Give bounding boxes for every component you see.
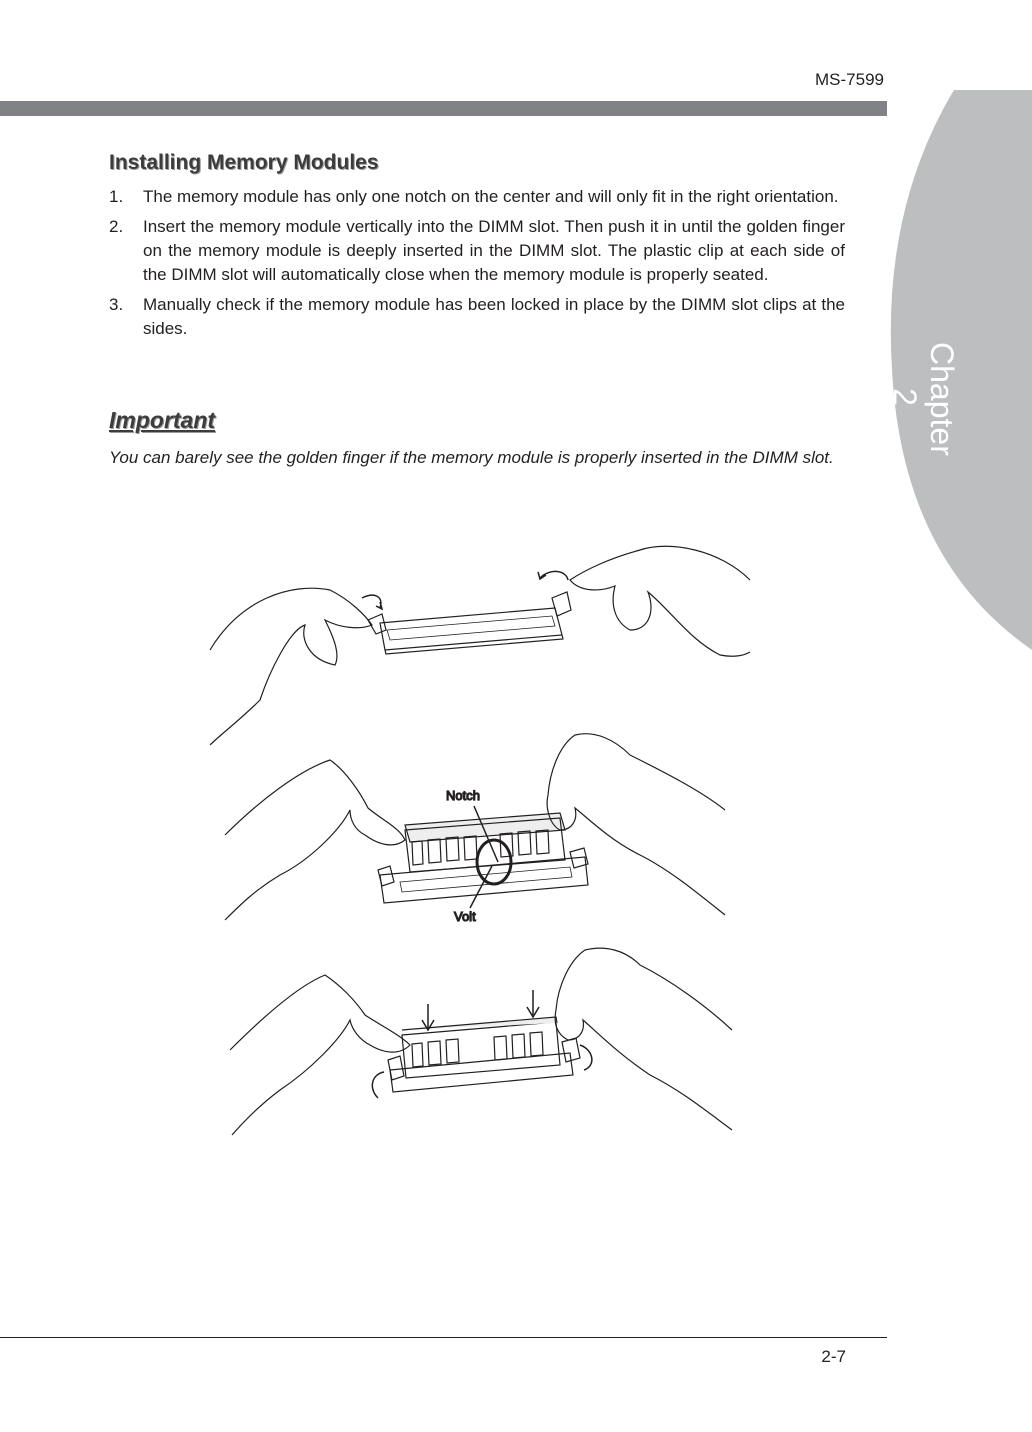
step-text: Insert the memory module vertically into the DIMM slot. Then push it in until the golden finger on the memory module is deeply inserted in the DIMM slot. The plastic clip at each side of the DIMM slot will automatically close when the memory module is properly seated. xyxy=(143,217,845,284)
step-item xyxy=(109,185,845,209)
chapter-tab-label: Chapter 2 xyxy=(887,342,960,456)
panel-open-clips xyxy=(210,546,750,745)
page-number: 2-7 xyxy=(821,1347,846,1366)
header-bar xyxy=(0,101,887,116)
volt-label: Volt xyxy=(454,909,476,924)
step-text: Manually check if the memory module has been locked in place by the DIMM slot clips at the sides. xyxy=(143,295,845,338)
step-item xyxy=(109,215,845,287)
memory-install-illustration xyxy=(200,530,760,1150)
step-number: 2. xyxy=(109,217,124,236)
installation-steps xyxy=(109,185,845,347)
step-number: 3. xyxy=(109,295,124,314)
footer-rule xyxy=(0,1337,887,1338)
step-item xyxy=(109,293,845,341)
important-heading: Important xyxy=(109,407,216,433)
important-note: You can barely see the golden finger if the memory module is properly inserted in the DIMM slot. xyxy=(109,448,834,467)
section-title: Installing Memory Modules xyxy=(109,151,379,174)
step-text: The memory module has only one notch on the center and will only fit in the right orientation. xyxy=(143,187,839,206)
model-number: MS-7599 xyxy=(815,70,884,89)
panel-push-down xyxy=(230,948,732,1135)
notch-label: Notch xyxy=(446,788,480,803)
panel-insert-module xyxy=(225,734,725,920)
step-number: 1. xyxy=(109,187,124,206)
